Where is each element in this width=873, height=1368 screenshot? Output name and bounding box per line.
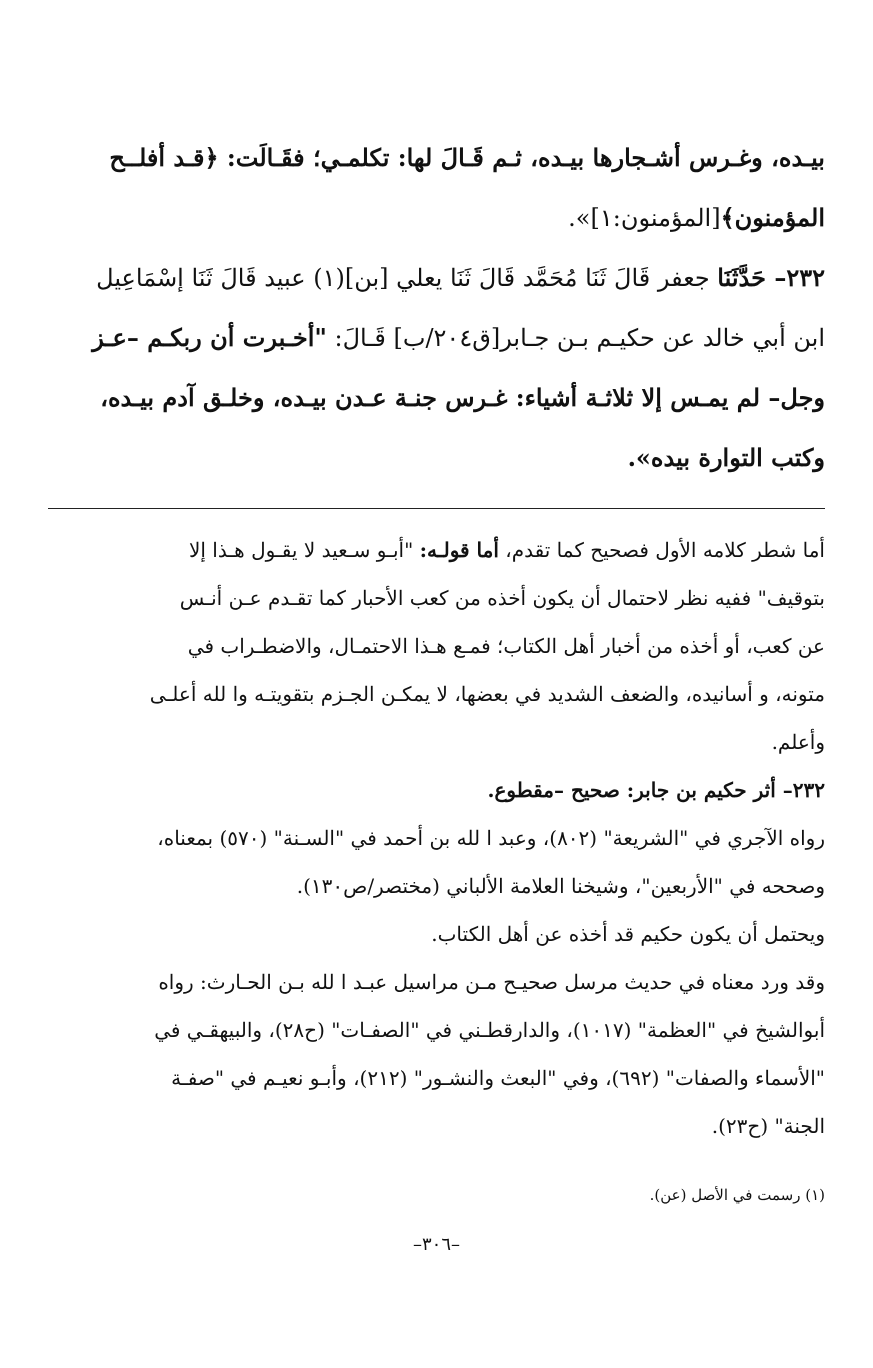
footnote: (١) رسمت في الأصل (عن). xyxy=(649,1186,825,1204)
text-line: المؤمنون﴾[المؤمنون:١]». xyxy=(568,203,825,232)
commentary-notes xyxy=(48,526,825,1150)
main-text xyxy=(48,128,825,488)
note-line: وقد ورد معناه في حديث مرسل صحيـح مـن مراسيل عبـد ا لله بـن الحـارث: رواه xyxy=(158,970,825,994)
note-line: "الأسماء والصفات" (٦٩٢)، وفي "البعث والنشـور" (٢١٢)، وأبـو نعيـم في "صفـة xyxy=(171,1066,825,1090)
note-line: وصححه في "الأربعين"، وشيخنا العلامة الألباني (مختصر/ص١٣٠). xyxy=(296,874,825,898)
note-line: بتوقيف" ففيه نظر لاحتمال أن يكون أخذه من كعب الأحبار كما تقـدم عـن أنـس xyxy=(179,586,825,610)
separator-rule xyxy=(48,508,825,509)
text-line: بيـده، وغـرس أشـجارها بيـده، ثـم قَـالَ لها: تكلمـي؛ فقَـالَت: ﴿قـد أفلــح xyxy=(109,143,825,172)
note-line: أما شطر كلامه الأول فصحيح كما تقدم، أما قولـه: "أبـو سـعيد لا يقـول هـذا إلا xyxy=(188,538,825,562)
note-heading: ٢٣٢– أثر حكيم بن جابر: صحيح –مقطوع. xyxy=(487,778,825,802)
note-line: متونه، و أسانيده، والضعف الشديد في بعضها، لا يمكـن الجـزم بتقويتـه وا لله أعلـى xyxy=(149,682,825,706)
text-line: وكتب التوارة بيده». xyxy=(627,443,825,472)
page-number: –٣٠٦– xyxy=(412,1234,460,1255)
note-line: عن كعب، أو أخذه من أخبار أهل الكتاب؛ فمـع هـذا الاحتمـال، والاضطـراب في xyxy=(187,634,825,658)
note-line: أبوالشيخ في "العظمة" (١٠١٧)، والدارقطـني في "الصفـات" (ح٢٨)، والبيهقـي في xyxy=(154,1018,825,1042)
note-line: رواه الآجري في "الشريعة" (٨٠٢)، وعبد ا لله بن أحمد في "السـنة" (٥٧٠) بمعناه، xyxy=(157,826,825,850)
text-line: ابن أبي خالد عن حكيـم بـن جـابر[ق٢٠٤/ب] قَـالَ: "أخـبرت أن ربكـم –عـز xyxy=(92,323,825,352)
note-line: الجنة" (ح٢٣). xyxy=(711,1114,825,1138)
hadith-number-line: ٢٣٢– حَدَّثَنَا جعفر قَالَ ثَنَا مُحَمَّد قَالَ ثَنَا يعلي [بن](١) عبيد قَالَ ثَنَا إسْمَاعِيل xyxy=(96,263,825,292)
text-line: وجل– لم يمـس إلا ثلاثـة أشياء: غـرس جنـة عـدن بيـده، وخلـق آدم بيـده، xyxy=(100,383,825,412)
note-line: ويحتمل أن يكون حكيم قد أخذه عن أهل الكتاب. xyxy=(431,922,825,946)
note-line: وأعلم. xyxy=(771,730,825,754)
